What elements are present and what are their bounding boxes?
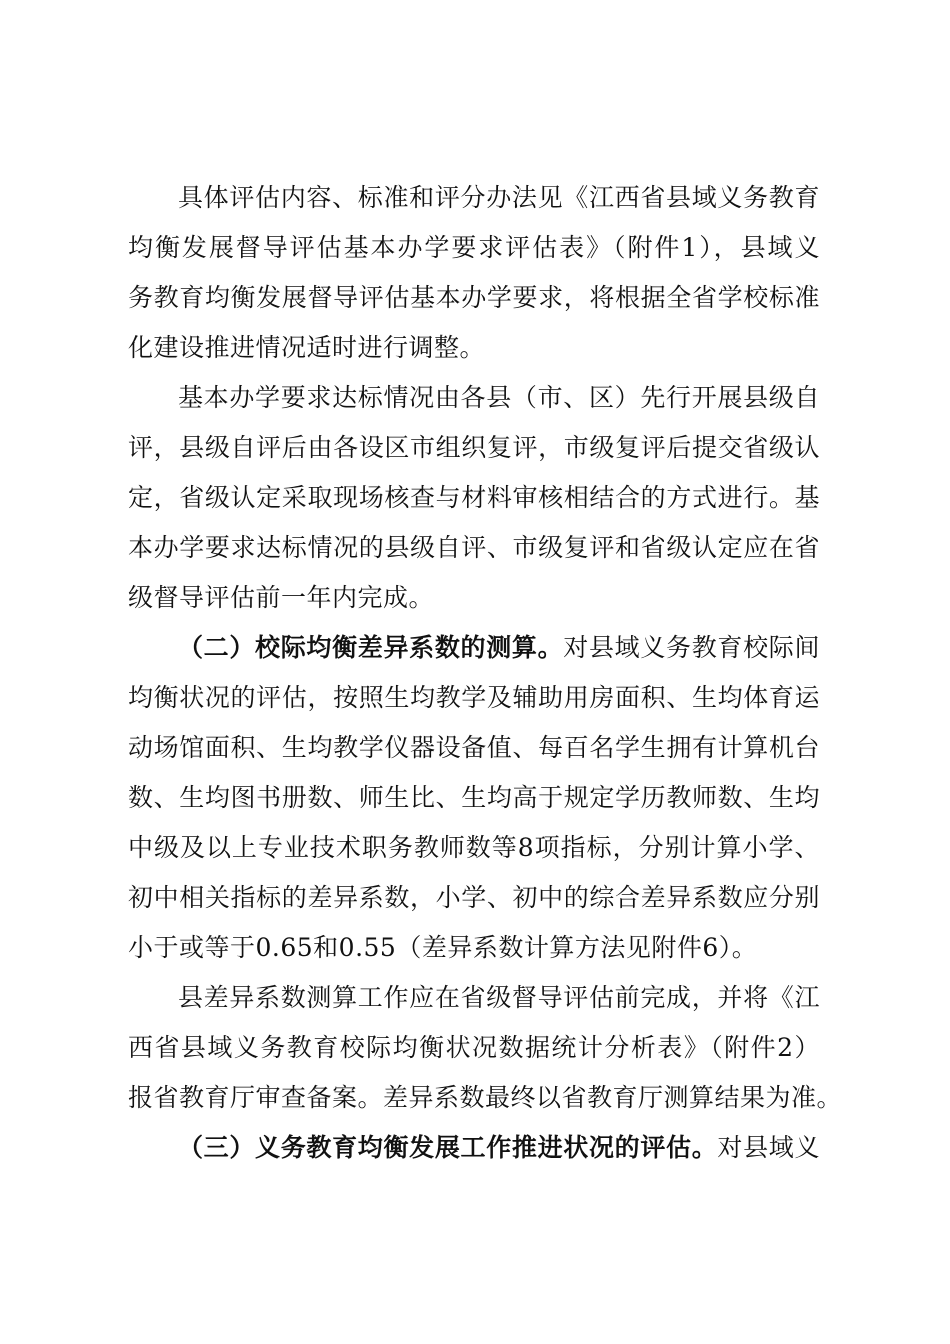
paragraph-3-line-5: 中级及以上专业技术职务教师数等8项指标，分别计算小学、 xyxy=(128,833,820,862)
paragraph-1-line-2: 均衡发展督导评估基本办学要求评估表》（附件1），县域义 xyxy=(128,233,820,262)
paragraph-3-line-4: 数、生均图书册数、师生比、生均高于规定学历教师数、生均 xyxy=(128,783,820,812)
paragraph-4-line-1: 县差异系数测算工作应在省级督导评估前完成，并将《江 xyxy=(178,983,820,1012)
paragraph-2-line-5: 级督导评估前一年内完成。 xyxy=(128,583,435,612)
section-2-first-line-text: 对县域义务教育校际间 xyxy=(563,633,820,662)
paragraph-2-line-2: 评，县级自评后由各设区市组织复评，市级复评后提交省级认 xyxy=(128,433,820,462)
section-2-heading: （二）校际均衡差异系数的测算。 xyxy=(178,633,564,662)
paragraph-1-line-3: 务教育均衡发展督导评估基本办学要求，将根据全省学校标准 xyxy=(128,283,820,312)
paragraph-2-line-4: 本办学要求达标情况的县级自评、市级复评和省级认定应在省 xyxy=(128,533,820,562)
paragraph-3-line-7: 小于或等于0.65和0.55（差异系数计算方法见附件6）。 xyxy=(128,933,758,962)
section-2-first-line xyxy=(178,628,820,668)
paragraph-1-line-1: 具体评估内容、标准和评分办法见《江西省县域义务教育 xyxy=(178,183,820,212)
paragraph-4-line-2: 西省县域义务教育校际均衡状况数据统计分析表》（附件2） xyxy=(128,1033,820,1062)
paragraph-3-line-2: 均衡状况的评估，按照生均教学及辅助用房面积、生均体育运 xyxy=(128,683,820,712)
section-3-first-line-text: 对县域义 xyxy=(717,1133,820,1162)
paragraph-4-line-3: 报省教育厅审查备案。差异系数最终以省教育厅测算结果为准。 xyxy=(128,1083,843,1112)
paragraph-2-line-3: 定，省级认定采取现场核查与材料审核相结合的方式进行。基 xyxy=(128,483,820,512)
section-3-first-line xyxy=(178,1128,820,1168)
section-3-heading: （三）义务教育均衡发展工作推进状况的评估。 xyxy=(178,1133,718,1162)
paragraph-1-line-4: 化建设推进情况适时进行调整。 xyxy=(128,333,486,362)
paragraph-3-line-6: 初中相关指标的差异系数，小学、初中的综合差异系数应分别 xyxy=(128,883,820,912)
paragraph-2-line-1: 基本办学要求达标情况由各县（市、区）先行开展县级自 xyxy=(178,383,820,412)
paragraph-3-line-3: 动场馆面积、生均教学仪器设备值、每百名学生拥有计算机台 xyxy=(128,733,820,762)
